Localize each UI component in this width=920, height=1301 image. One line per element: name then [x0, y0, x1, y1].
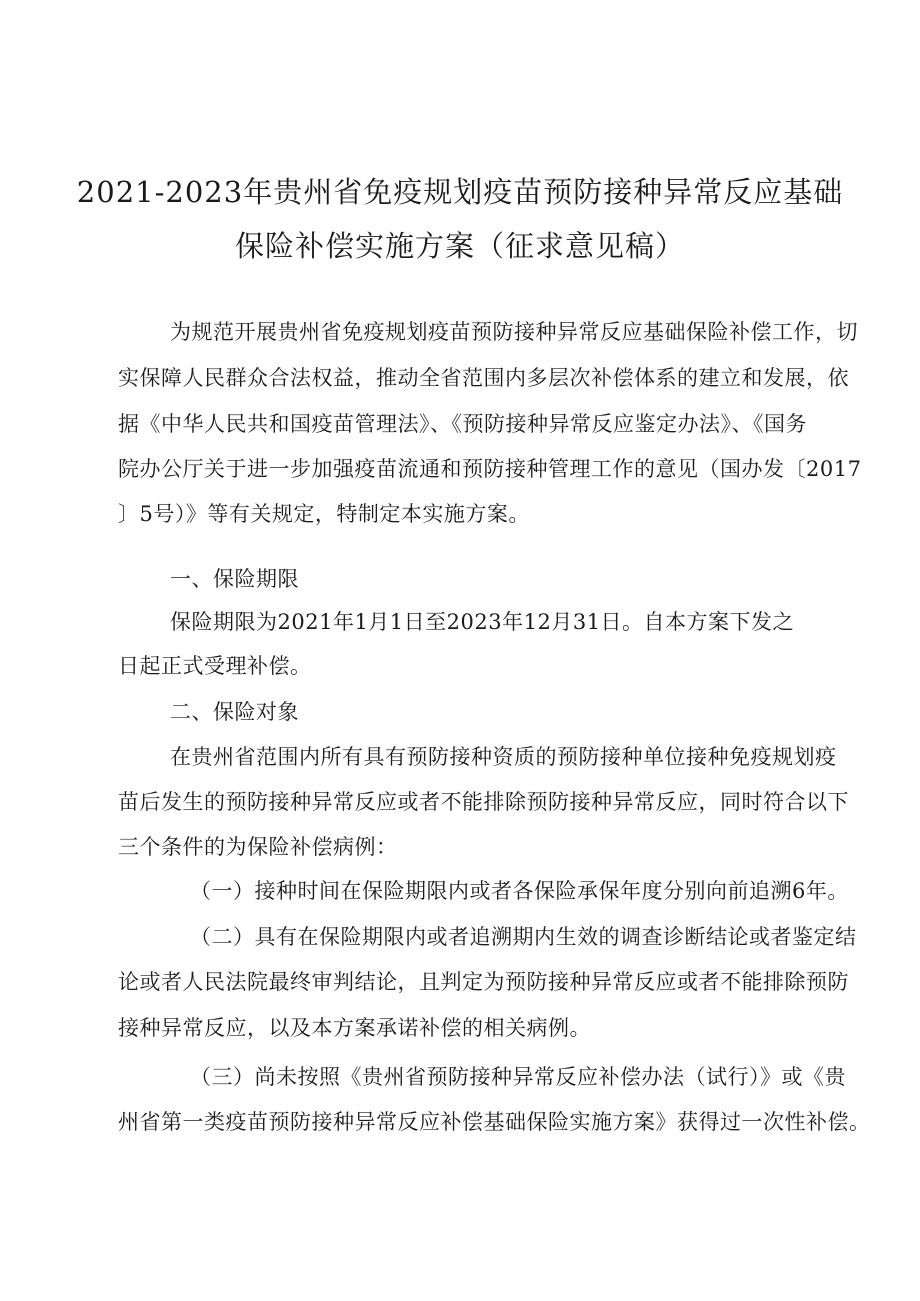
condition-item: （三）尚未按照《贵州省预防接种异常反应补偿办法（试行）》或《贵 [190, 1065, 846, 1089]
paragraph-line: 实保障人民群众合法权益，推动全省范围内多层次补偿体系的建立和发展，依 [118, 366, 849, 390]
paragraph-line: 州省第一类疫苗预防接种异常反应补偿基础保险实施方案》获得过一次性补偿。 [118, 1110, 871, 1134]
section-heading: 一、保险期限 [170, 567, 299, 591]
paragraph-line: 日起正式受理补偿。 [118, 654, 312, 678]
paragraph-line: 据《中华人民共和国疫苗管理法》、《预防接种异常反应鉴定办法》、《国务 [118, 412, 807, 436]
condition-item: （二）具有在保险期限内或者追溯期内生效的调查诊断结论或者鉴定结 [190, 925, 857, 949]
paragraph-line: 三个条件的为保险补偿病例： [118, 835, 398, 859]
document-title-line-2: 保险补偿实施方案（征求意见稿） [234, 229, 685, 263]
document-title-line-1: 2021-2023年贵州省免疫规划疫苗预防接种异常反应基础 [76, 175, 844, 209]
paragraph-line: 在贵州省范围内所有具有预防接种资质的预防接种单位接种免疫规划疫 [170, 745, 837, 769]
paragraph-line: 苗后发生的预防接种异常反应或者不能排除预防接种异常反应，同时符合以下 [118, 790, 849, 814]
paragraph-line: 保险期限为2021年1月1日至2023年12月31日。自本方案下发之 [170, 610, 795, 634]
paragraph-line: 论或者人民法院最终审判结论，且判定为预防接种异常反应或者不能排除预防 [118, 970, 849, 994]
paragraph-line: 接种异常反应，以及本方案承诺补偿的相关病例。 [118, 1016, 591, 1040]
condition-item: （一）接种时间在保险期限内或者各保险承保年度分别向前追溯6年。 [190, 879, 849, 903]
paragraph-line: 院办公厅关于进一步加强疫苗流通和预防接种管理工作的意见（国办发〔2017 [118, 457, 862, 481]
paragraph-line: 〕5号）》等有关规定，特制定本实施方案。 [118, 502, 530, 526]
section-heading: 二、保险对象 [170, 700, 299, 724]
paragraph-line: 为规范开展贵州省免疫规划疫苗预防接种异常反应基础保险补偿工作，切 [170, 320, 858, 344]
